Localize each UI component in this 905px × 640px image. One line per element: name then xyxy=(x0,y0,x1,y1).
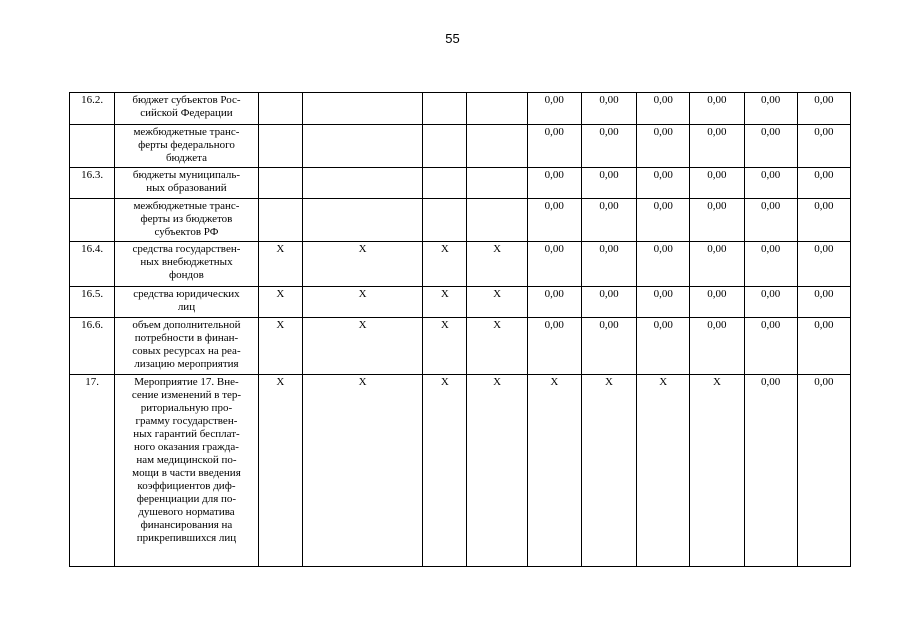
row-name-text: межбюджетные транс- ферты из бюджетов субъектов РФ xyxy=(133,200,240,238)
table-cell: 0,00 xyxy=(527,242,581,287)
table-cell: 0,00 xyxy=(637,242,690,287)
table-cell: 0,00 xyxy=(527,168,581,199)
row-name xyxy=(115,242,259,287)
table-cell: 0,00 xyxy=(637,318,690,375)
row-number xyxy=(70,125,115,168)
row-name xyxy=(115,318,259,375)
row-number: 16.5. xyxy=(70,287,115,318)
table-cell: X xyxy=(302,318,422,375)
table-cell: 0,00 xyxy=(744,93,797,125)
table-cell: X xyxy=(423,318,467,375)
table-cell: 0,00 xyxy=(744,318,797,375)
table-cell: 0,00 xyxy=(527,199,581,242)
table-cell: 0,00 xyxy=(797,199,850,242)
table-cell xyxy=(423,125,467,168)
table-cell: 0,00 xyxy=(744,125,797,168)
table-cell: 0,00 xyxy=(797,287,850,318)
table-cell: X xyxy=(467,287,527,318)
row-number: 16.3. xyxy=(70,168,115,199)
table-row xyxy=(70,199,851,242)
table-cell: 0,00 xyxy=(637,168,690,199)
table-cell: 0,00 xyxy=(797,125,850,168)
table-cell: 0,00 xyxy=(744,168,797,199)
table-cell: 0,00 xyxy=(690,242,744,287)
table-cell xyxy=(423,93,467,125)
table-row xyxy=(70,125,851,168)
table-cell: 0,00 xyxy=(581,242,636,287)
table-cell xyxy=(258,93,302,125)
table-cell: X xyxy=(258,375,302,567)
row-name xyxy=(115,93,259,125)
row-number: 16.4. xyxy=(70,242,115,287)
row-name-text: бюджет субъектов Рос- сийской Федерации xyxy=(132,94,241,119)
table-cell xyxy=(302,93,422,125)
table-row xyxy=(70,93,851,125)
table-cell: X xyxy=(467,375,527,567)
table-cell: 0,00 xyxy=(637,287,690,318)
table-cell: 0,00 xyxy=(581,168,636,199)
table-cell: 0,00 xyxy=(581,318,636,375)
table-row xyxy=(70,242,851,287)
row-number: 17. xyxy=(70,375,115,567)
row-name-text: объем дополнительной потребности в финан- совых ресурсах на реа- лизацию мероприятия xyxy=(132,319,241,370)
table-cell xyxy=(423,199,467,242)
table-cell: 0,00 xyxy=(527,287,581,318)
table-cell: 0,00 xyxy=(797,318,850,375)
row-name-text: средства государствен- ных внебюджетных фондов xyxy=(132,243,241,281)
table-cell: 0,00 xyxy=(797,375,850,567)
table-cell: 0,00 xyxy=(637,199,690,242)
table-cell: X xyxy=(258,242,302,287)
table-cell: 0,00 xyxy=(637,125,690,168)
table-cell xyxy=(467,168,527,199)
table-cell: X xyxy=(690,375,744,567)
row-name-text: межбюджетные транс- ферты федерального бюджета xyxy=(133,126,240,164)
table-cell: 0,00 xyxy=(690,318,744,375)
table-cell: 0,00 xyxy=(581,93,636,125)
table-cell: X xyxy=(423,375,467,567)
table-cell xyxy=(423,168,467,199)
table-cell: X xyxy=(581,375,636,567)
table-cell: X xyxy=(258,318,302,375)
table-row xyxy=(70,168,851,199)
row-name xyxy=(115,168,259,199)
table-cell xyxy=(302,199,422,242)
table-cell: 0,00 xyxy=(744,242,797,287)
table-cell: 0,00 xyxy=(637,93,690,125)
table-cell: 0,00 xyxy=(527,93,581,125)
table-cell xyxy=(258,199,302,242)
table-cell xyxy=(258,168,302,199)
table-cell: X xyxy=(258,287,302,318)
table-row xyxy=(70,318,851,375)
table-cell: X xyxy=(423,242,467,287)
row-name-text: средства юридических лиц xyxy=(133,288,240,313)
table-cell: 0,00 xyxy=(581,287,636,318)
table-row xyxy=(70,287,851,318)
row-number xyxy=(70,199,115,242)
table-cell xyxy=(302,125,422,168)
table-cell: 0,00 xyxy=(581,125,636,168)
table-cell: X xyxy=(467,318,527,375)
row-number: 16.2. xyxy=(70,93,115,125)
row-name xyxy=(115,375,259,567)
table-cell: X xyxy=(423,287,467,318)
row-number: 16.6. xyxy=(70,318,115,375)
budget-table xyxy=(69,92,851,567)
table-cell xyxy=(302,168,422,199)
table-cell: X xyxy=(637,375,690,567)
table-cell: X xyxy=(527,375,581,567)
table-cell: X xyxy=(302,242,422,287)
table-cell: 0,00 xyxy=(690,93,744,125)
table-cell: X xyxy=(467,242,527,287)
table-cell: 0,00 xyxy=(744,287,797,318)
table-cell: 0,00 xyxy=(797,168,850,199)
table-row xyxy=(70,375,851,567)
table-cell xyxy=(467,125,527,168)
table-cell: 0,00 xyxy=(744,375,797,567)
table-cell xyxy=(467,93,527,125)
table-cell xyxy=(467,199,527,242)
row-name xyxy=(115,199,259,242)
table-cell: 0,00 xyxy=(690,287,744,318)
table-cell xyxy=(258,125,302,168)
row-name-text: бюджеты муниципаль- ных образований xyxy=(132,169,241,194)
table-cell: 0,00 xyxy=(690,199,744,242)
table-cell: X xyxy=(302,375,422,567)
row-name xyxy=(115,287,259,318)
table-cell: X xyxy=(302,287,422,318)
table-cell: 0,00 xyxy=(797,242,850,287)
row-name-text: Мероприятие 17. Вне- сение изменений в тер- риториальную про- грамму государствен- ных гарантий бесплат- ного оказания гражда- нам медицинской по- мощи в части введения коэффициентов диф- ференциации для по- душевого норматива финансирования на прикрепившихся лиц xyxy=(131,376,242,544)
table-cell: 0,00 xyxy=(581,199,636,242)
table-cell: 0,00 xyxy=(527,318,581,375)
table-cell: 0,00 xyxy=(690,168,744,199)
table-cell: 0,00 xyxy=(690,125,744,168)
table-cell: 0,00 xyxy=(797,93,850,125)
table-cell: 0,00 xyxy=(744,199,797,242)
table-cell: 0,00 xyxy=(527,125,581,168)
row-name xyxy=(115,125,259,168)
page-number: 55 xyxy=(445,31,460,46)
